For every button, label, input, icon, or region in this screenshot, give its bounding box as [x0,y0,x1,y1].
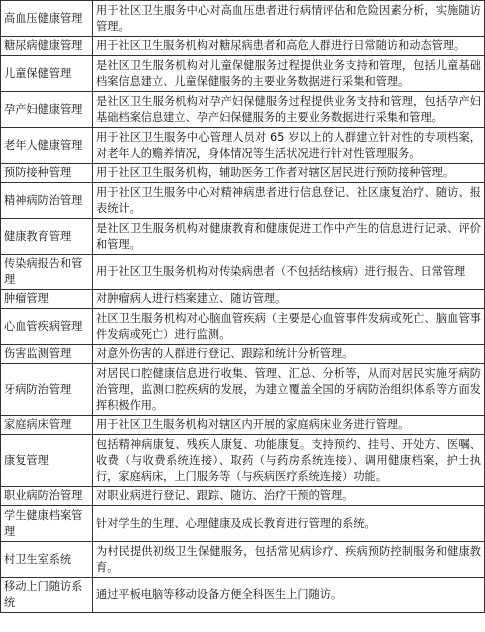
module-name-cell: 村卫生室系统 [1,542,93,578]
table-row [1,416,485,435]
module-description-cell: 用于社区卫生服务机构对传染病患者（不包括结核病）进行报告、日常管理 [93,255,485,290]
module-description-cell: 通过平板电脑等移动设备方便全科医生上门随访。 [93,578,485,613]
module-name-cell: 老年人健康管理 [1,128,93,164]
module-description-cell: 是社区卫生服务机构对孕产妇保健服务过程提供业务支持和管理，包括孕产妇基础档案信息建立、孕产妇保健服务的主要业务数据进行采集和管理。 [93,92,485,128]
table-row [1,364,485,416]
module-name-cell: 传染病报告和管理 [1,255,93,290]
module-description-cell: 包括精神病康复、残疾人康复、功能康复。支持预约、挂号、开处方、医嘱、收费（与收费系统连接）、取药（与药房系统连接）、调用健康档案，护士执行，家庭病床，上门服务等（与疾病医疗系统连接）功能。 [93,435,485,487]
module-description-cell: 是社区卫生服务机构对健康教育和健康促进工作中产生的信息进行记录、评价和管理。 [93,219,485,255]
table-row [1,219,485,255]
module-name-cell: 孕产妇健康管理 [1,92,93,128]
table-row [1,164,485,183]
module-name-cell: 糖尿病健康管理 [1,37,93,56]
table-row [1,506,485,542]
module-name-cell: 牙病防治管理 [1,364,93,416]
module-description-cell: 对肿瘤病人进行档案建立、随访管理。 [93,290,485,309]
table-row [1,578,485,613]
module-description-cell: 用于社区卫生服务机构对辖区内开展的家庭病床业务进行管理。 [93,416,485,435]
module-description-cell: 用于社区卫生服务机构，辅助医务工作者对辖区居民进行预防接种管理。 [93,164,485,183]
module-name-cell: 健康教育管理 [1,219,93,255]
module-name-cell: 康复管理 [1,435,93,487]
module-description-cell: 社区卫生服务机构对心脑血管疾病（主要是心血管事件发病或死亡、脑血管事件发病或死亡）进行监测。 [93,309,485,345]
module-description-cell: 针对学生的生理、心理健康及成长教育进行管理的系统。 [93,506,485,542]
module-description-cell: 用于社区卫生服务中心对高血压患者进行病情评估和危险因素分析，实施随访管理。 [93,1,485,37]
table-row [1,542,485,578]
module-name-cell: 伤害监测管理 [1,345,93,364]
table-row [1,435,485,487]
table-row [1,345,485,364]
module-name-cell: 高血压健康管理 [1,1,93,37]
table-row [1,37,485,56]
table-row [1,290,485,309]
table-row [1,56,485,92]
module-description-cell: 对居民口腔健康信息进行收集、管理、汇总、分析等，从而对居民实施牙病防治管理，监测口腔疾病的发展，为建立覆盖全国的牙病防治组织体系等方面发挥积极作用。 [93,364,485,416]
table-row [1,92,485,128]
module-description-cell: 用于社区卫生服务中心对精神病患者进行信息登记、社区康复治疗、随访、报表统计。 [93,183,485,219]
table-row [1,183,485,219]
table-row [1,1,485,37]
module-description-cell: 用于社区卫生服务机构对糖尿病患者和高危人群进行日常随访和动态管理。 [93,37,485,56]
module-name-cell: 心血管疾病管理 [1,309,93,345]
module-description-cell: 用于社区卫生服务中心管理人员对 65 岁以上的人群建立针对性的专项档案，对老年人的赡养情况，身体情况等生活状况进行针对性管理服务。 [93,128,485,164]
module-description-cell: 对意外伤害的人群进行登记、跟踪和统计分析管理。 [93,345,485,364]
module-description-cell: 是社区卫生服务机构对儿童保健服务过程提供业务支持和管理，包括儿童基础档案信息建立、儿童保健服务的主要业务数据进行采集和管理。 [93,56,485,92]
module-name-cell: 家庭病床管理 [1,416,93,435]
module-name-cell: 预防接种管理 [1,164,93,183]
table-row [1,309,485,345]
module-description-cell: 对职业病进行登记、跟踪、随访、治疗干预的管理。 [93,487,485,506]
module-name-cell: 肿瘤管理 [1,290,93,309]
table-row [1,128,485,164]
module-name-cell: 学生健康档案管理 [1,506,93,542]
module-name-cell: 职业病防治管理 [1,487,93,506]
module-name-cell: 精神病防治管理 [1,183,93,219]
table-body [1,1,485,613]
module-name-cell: 移动上门随访系统 [1,578,93,613]
table-row [1,255,485,290]
module-description-cell: 为村民提供初级卫生保健服务，包括常见病诊疗、疾病预防控制服务和健康教育。 [93,542,485,578]
table-row [1,487,485,506]
module-name-cell: 儿童保健管理 [1,56,93,92]
